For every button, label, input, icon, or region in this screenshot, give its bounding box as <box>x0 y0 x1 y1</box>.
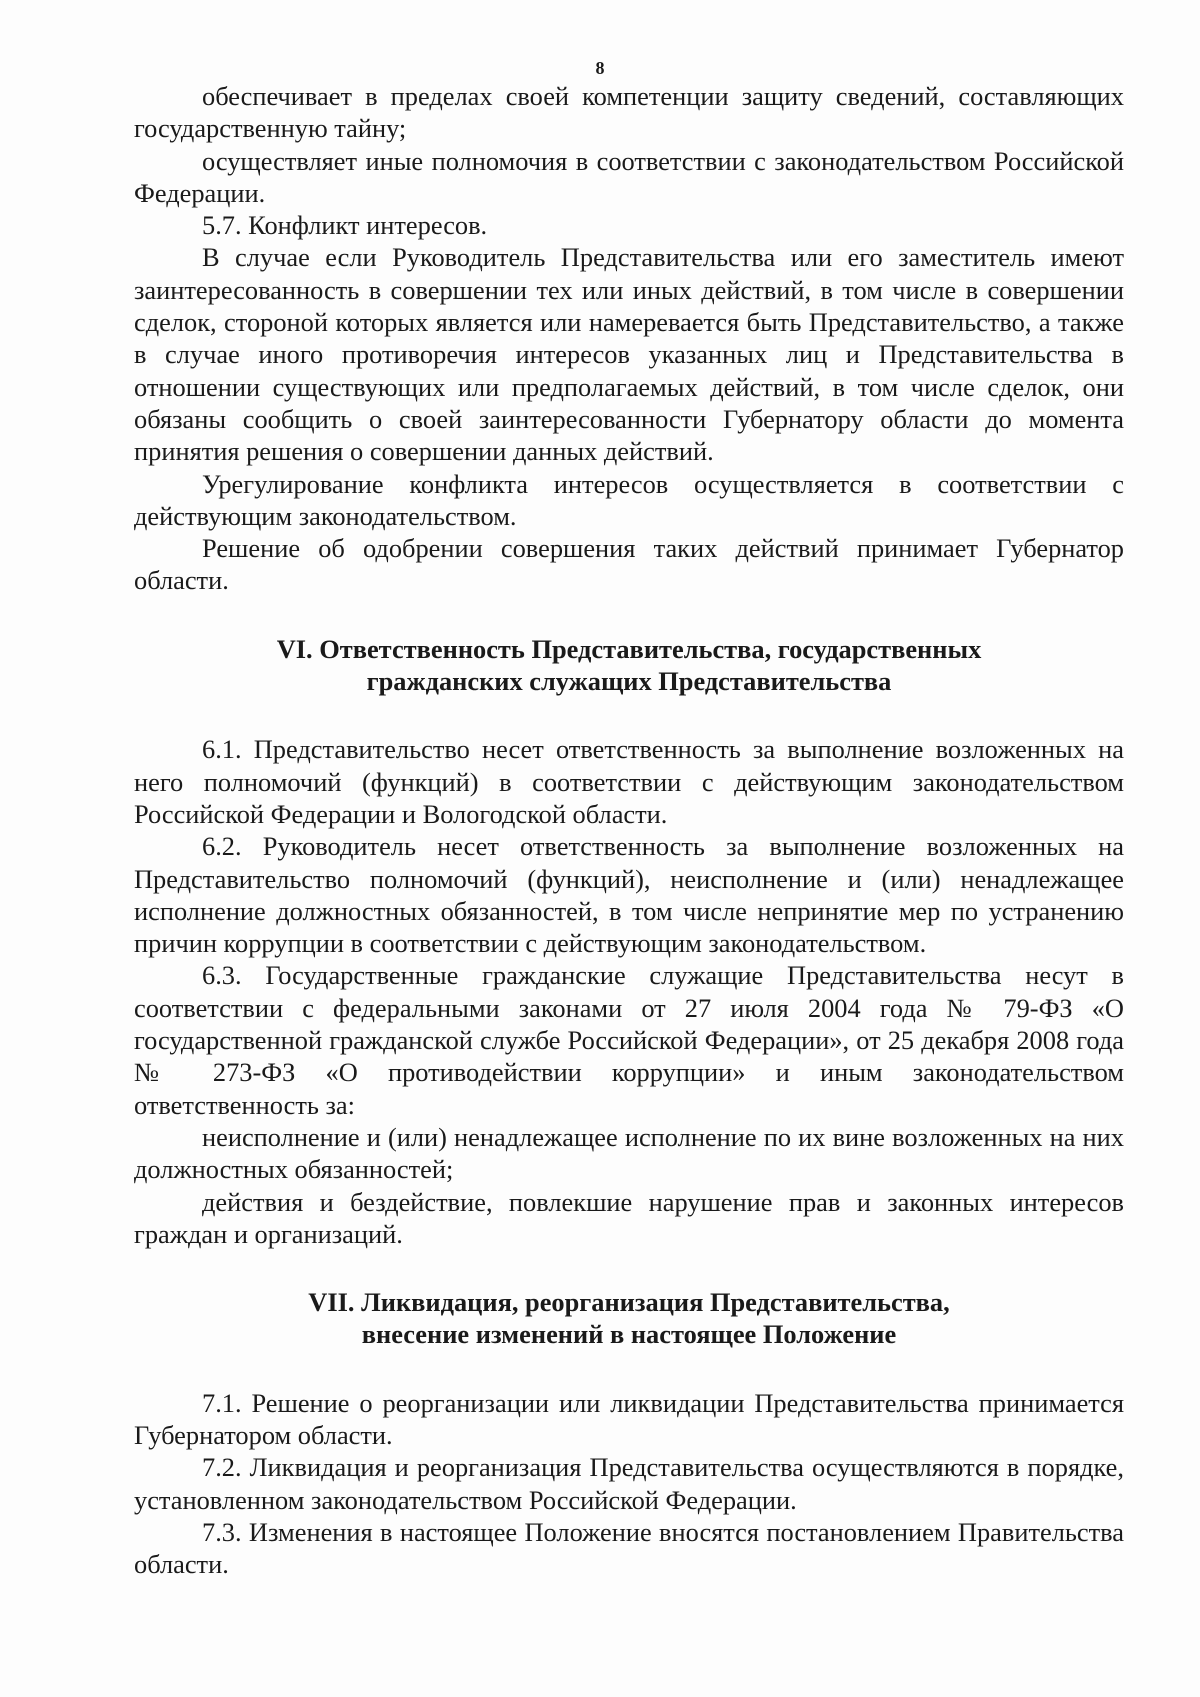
paragraph: 7.3. Изменения в настоящее Положение вносятся постановлением Правительства области. <box>134 1516 1124 1580</box>
paragraph: 7.1. Решение о реорганизации или ликвидации Представительства принимается Губернатором области. <box>134 1387 1124 1450</box>
paragraph: неисполнение и (или) ненадлежащее исполнение по их вине возложенных на них должностных обязанностей; <box>134 1121 1124 1185</box>
paragraph: 5.7. Конфликт интересов. <box>202 210 488 241</box>
section-7-heading-line-2: внесение изменений в настоящее Положение <box>361 1319 897 1350</box>
section-6-heading-line-2: гражданских служащих Представительства <box>366 666 892 697</box>
paragraph: 6.3. Государственные гражданские служащие Представительства несут в соответствии с федеральными законами от 27 июля 2004 года № 79-ФЗ «О государственной гражданской службе Российской Федерации», от 25 декабря 2008 года № 273-ФЗ «О противодействии коррупции» и иным законодательством ответственность за: <box>134 960 1124 1120</box>
paragraph: 6.2. Руководитель несет ответственность за выполнение возложенных на Представительство полномочий (функций), неисполнение и (или) ненадлежащее исполнение должностных обязанностей, в том числе непринятие мер по устранению причин коррупции в соответствии с действующим законодательством. <box>134 831 1124 959</box>
paragraph: действия и бездействие, повлекшие нарушение прав и законных интересов граждан и организаций. <box>134 1186 1124 1249</box>
section-6-heading <box>134 633 1124 698</box>
paragraph: обеспечивает в пределах своей компетенции защиту сведений, составляющих государственную тайну; <box>134 81 1124 144</box>
section-7-heading <box>134 1286 1124 1351</box>
document-body <box>134 80 1124 1580</box>
section-7-heading-line-1: VII. Ликвидация, реорганизация Представительства, <box>308 1287 950 1318</box>
page-number: 8 <box>595 58 605 78</box>
paragraph: осуществляет иные полномочия в соответствии с законодательством Российской Федерации. <box>134 145 1124 208</box>
paragraph: Решение об одобрении совершения таких действий принимает Губернатор области. <box>134 533 1124 596</box>
section-6-heading-line-1: VI. Ответственность Представительства, государственных <box>276 633 982 664</box>
paragraph: 7.2. Ликвидация и реорганизация Представительства осуществляются в порядке, установленном законодательством Российской Федерации. <box>134 1452 1124 1515</box>
paragraph: В случае если Руководитель Представительства или его заместитель имеют заинтересованность в совершении тех или иных действий, в том числе в совершении сделок, стороной которых является или намеревается быть Представительство, а также в случае иного противоречия интересов указанных лиц и Представительства в отношении существующих или предполагаемых действий, в том числе сделок, они обязаны сообщить о своей заинтересованности Губернатору области до момента принятия решения о совершении данных действий. <box>134 242 1124 467</box>
paragraph: Урегулирование конфликта интересов осуществляется в соответствии с действующим законодательством. <box>134 468 1124 531</box>
paragraph: 6.1. Представительство несет ответственность за выполнение возложенных на него полномочий (функций) в соответствии с действующим законодательством Российской Федерации и Вологодской области. <box>134 734 1124 829</box>
